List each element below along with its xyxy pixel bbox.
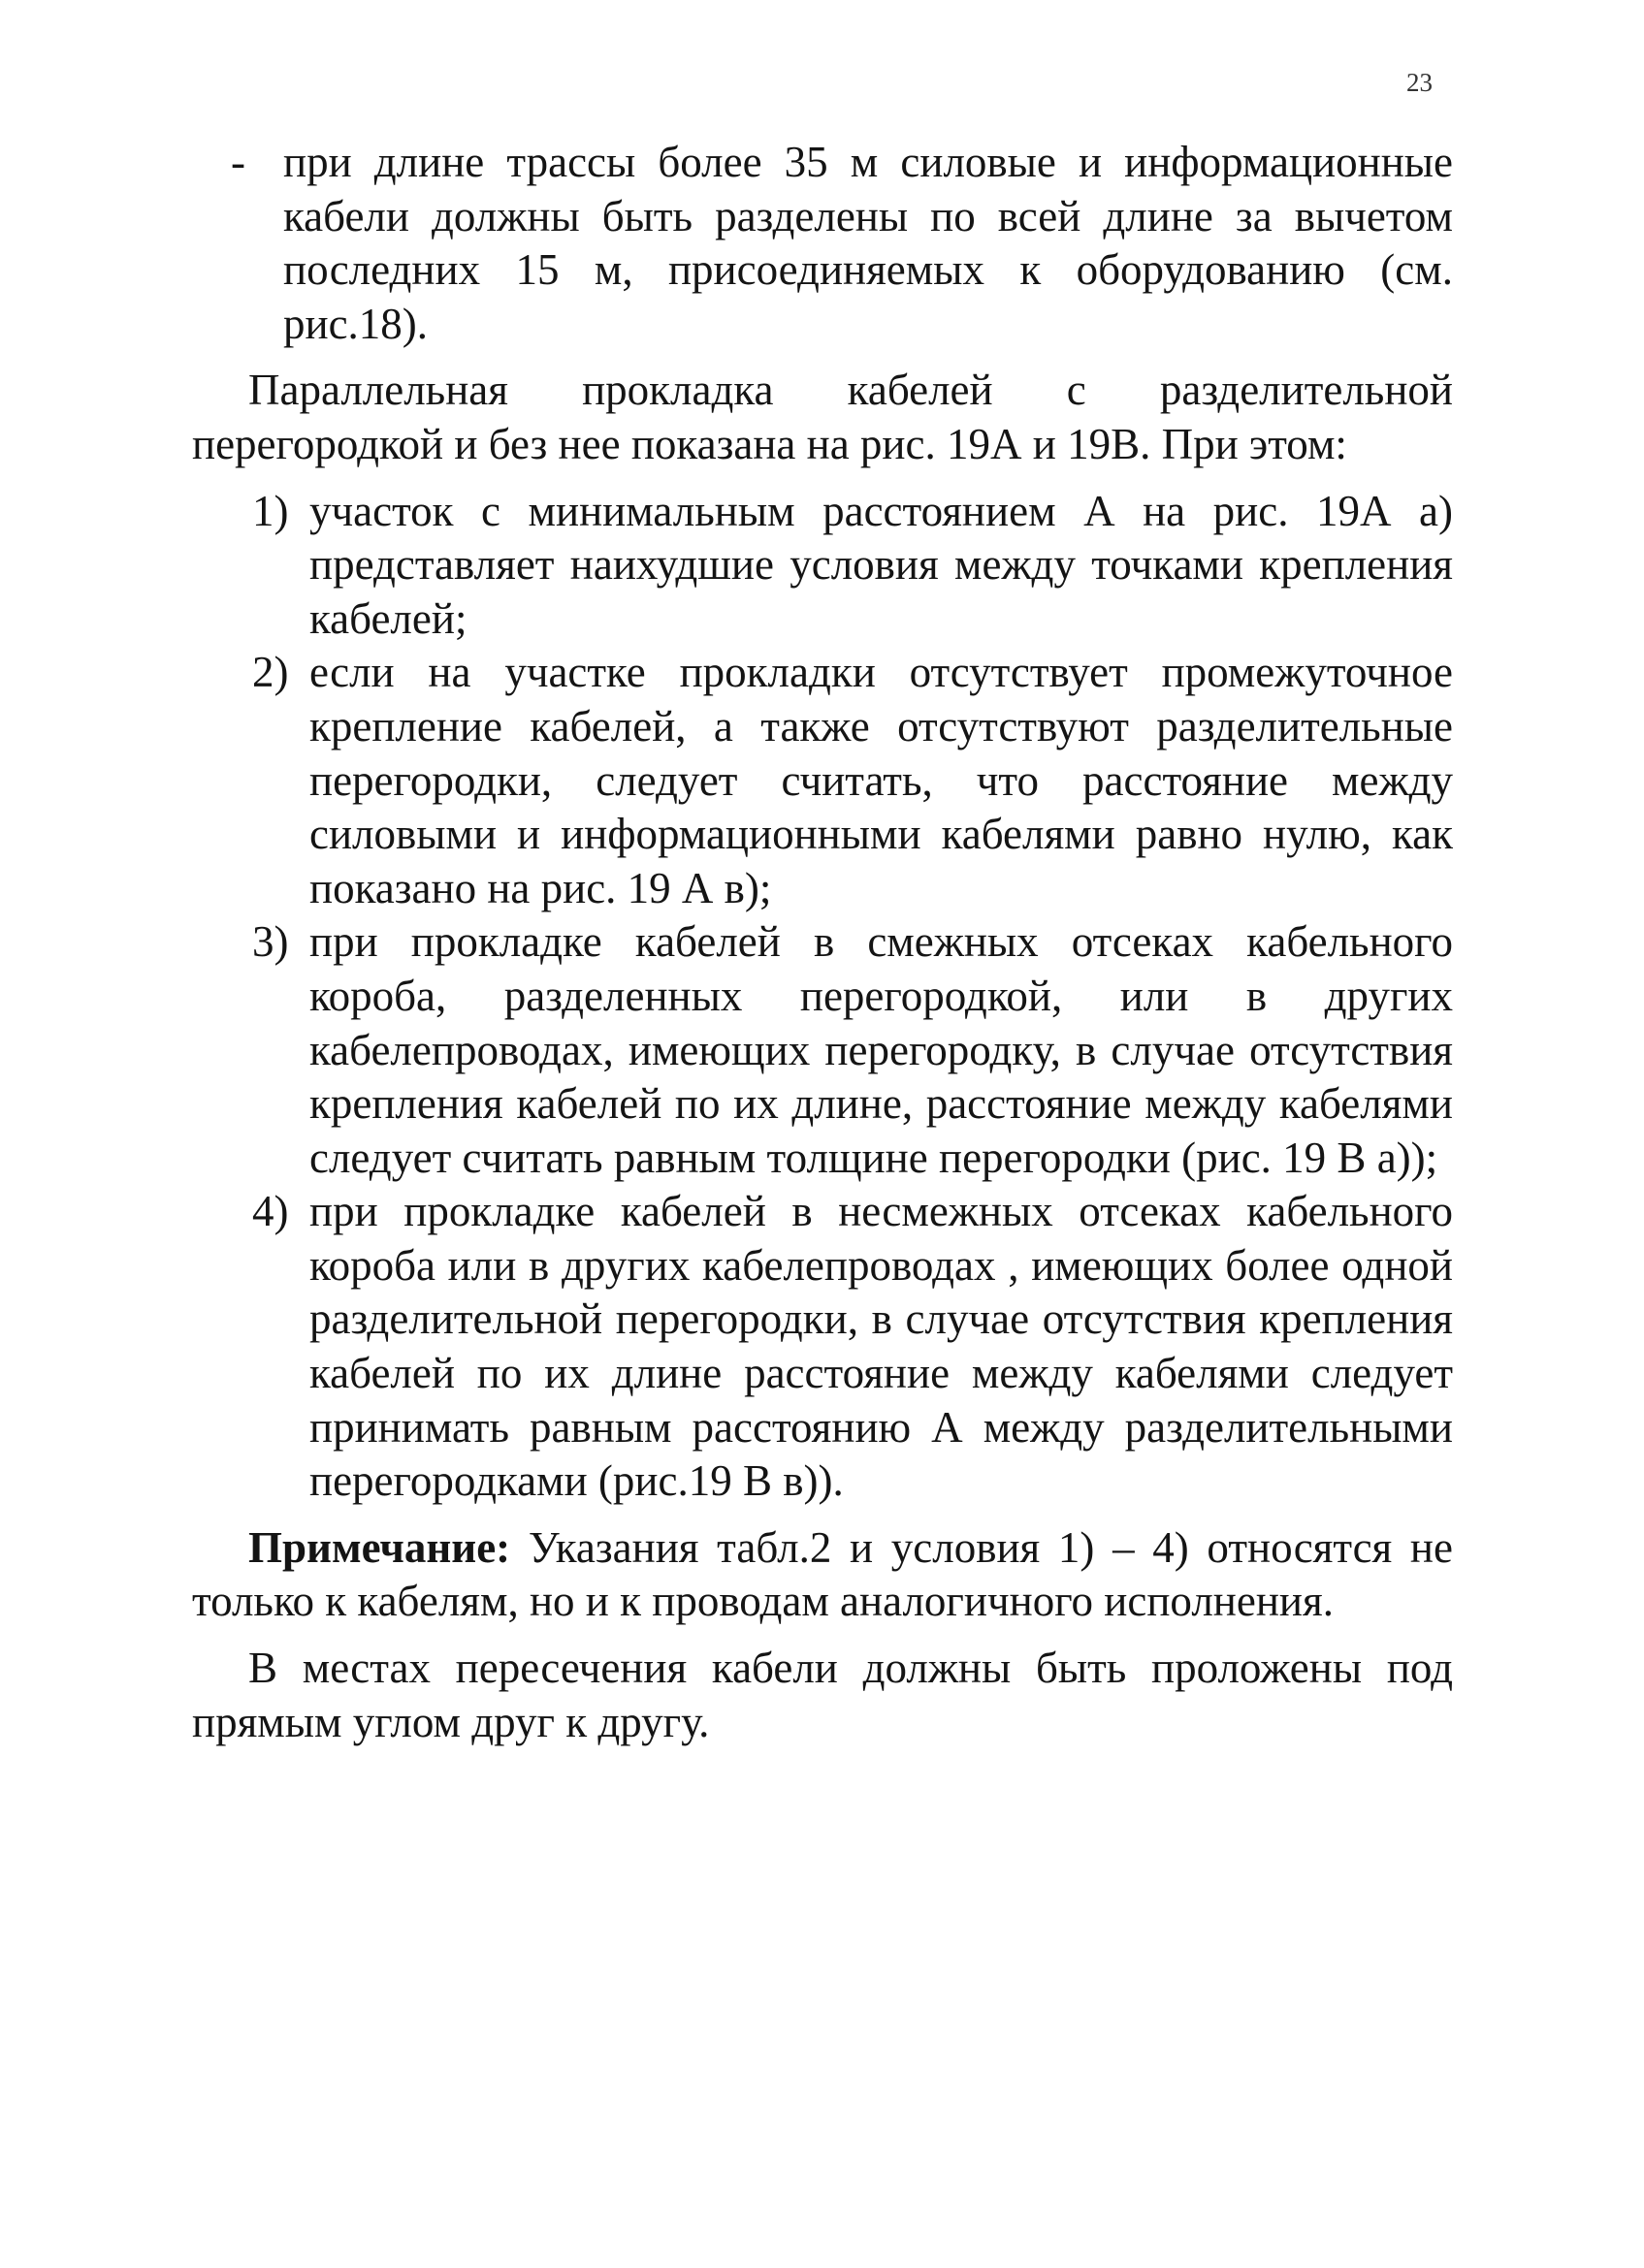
intro-paragraph: Параллельная прокладка кабелей с разделительной перегородкой и без нее показана на рис. 19А и 19В. При этом: xyxy=(192,366,1453,468)
dash-marker: - xyxy=(231,138,245,186)
numbered-list-item xyxy=(192,915,1453,1185)
list-item-text: если на участке прокладки отсутствует промежуточное крепление кабелей, а также отсутствуют разделительные перегородки, следует считать, что расстояние между силовыми и информационными кабелями равно нулю, как показано на рис. 19 А в); xyxy=(309,648,1453,912)
list-item-number: 1) xyxy=(252,486,289,535)
note-label: Примечание: xyxy=(248,1522,511,1572)
list-item-text: при прокладке кабелей в смежных отсеках кабельного короба, разделенных перегородкой, или в других кабелепроводах, имеющих перегородку, в случае отсутствия крепления кабелей по их длине, расстояние между кабелями следует считать равным толщине перегородки (рис. 19 В а)); xyxy=(309,917,1453,1182)
numbered-list-item xyxy=(192,485,1453,647)
numbered-list xyxy=(192,485,1453,1509)
list-item-number: 4) xyxy=(252,1187,289,1236)
note-paragraph xyxy=(192,1521,1453,1629)
dash-list-item xyxy=(192,136,1453,351)
list-item-text: при прокладке кабелей в несмежных отсеках кабельного короба или в других кабелепроводах , имеющих более одной разделительной перегородки, в случае отсутствия крепления кабелей по их длине расстояние между кабелями следует принимать равным расстоянию А между разделительными перегородками (рис.19 В в)). xyxy=(309,1187,1453,1506)
page-number: 23 xyxy=(1406,68,1433,97)
numbered-list-item xyxy=(192,1185,1453,1509)
list-item-number: 3) xyxy=(252,917,289,967)
list-item-text: участок с минимальным расстоянием А на рис. 19А а) представляет наихудшие условия между точками крепления кабелей; xyxy=(309,486,1453,643)
numbered-list-item xyxy=(192,646,1453,915)
dash-item-text: при длине трассы более 35 м силовые и информационные кабели должны быть разделены по всей длине за вычетом последних 15 м, присоединяемых к оборудованию (см. рис.18). xyxy=(283,138,1453,348)
list-item-number: 2) xyxy=(252,648,289,697)
page-content xyxy=(192,136,1453,1762)
closing-paragraph: В местах пересечения кабели должны быть проложены под прямым углом друг к другу. xyxy=(192,1644,1453,1746)
note-text: Указания табл.2 и условия 1) – 4) относятся не только к кабелям, но и к проводам аналогичного исполнения. xyxy=(192,1522,1453,1626)
